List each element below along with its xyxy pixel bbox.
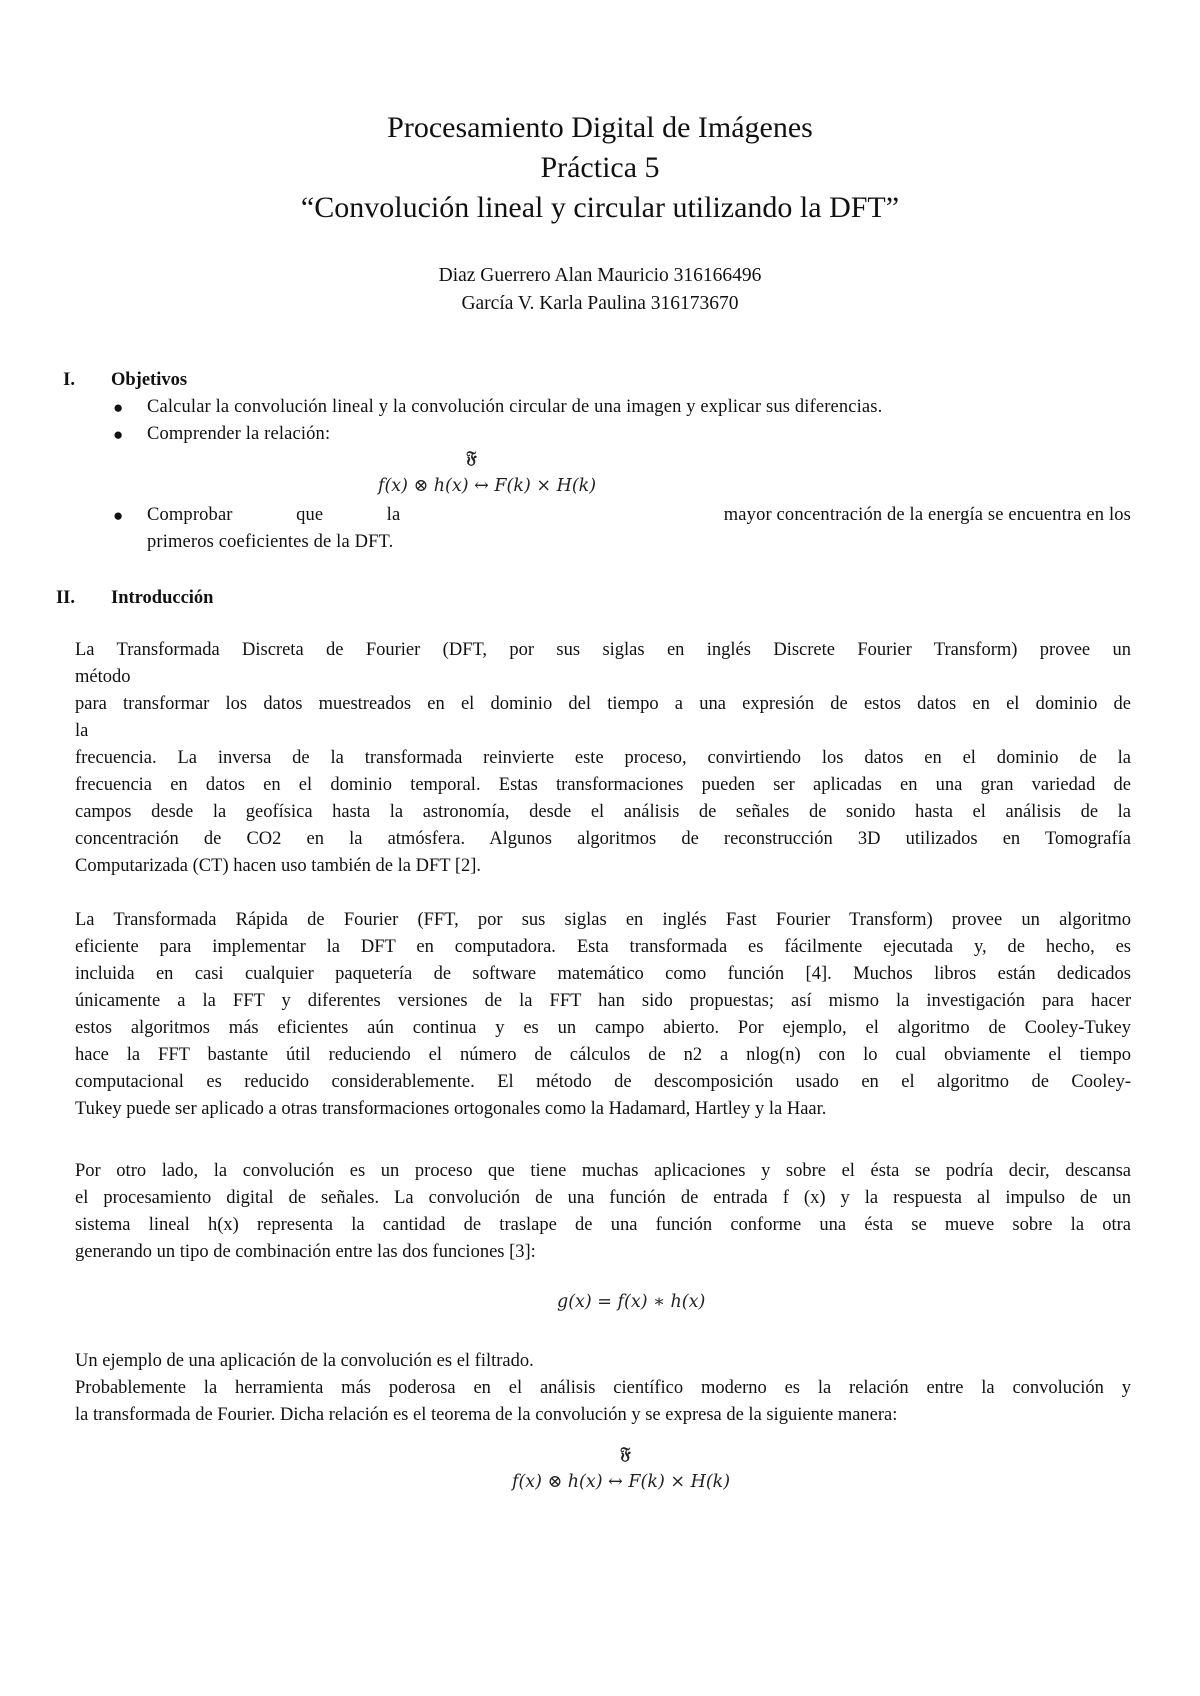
bullet-dot-icon: ● [113, 398, 124, 417]
bullet-dot-icon: ● [113, 425, 124, 444]
section-1-title: Objetivos [111, 370, 188, 390]
objective-item-3 [111, 502, 1131, 556]
practice-title: “Convolución lineal y circular utilizando la DFT” [300, 191, 900, 224]
formula-text: f(x) ⊗ h(x) ↔ F(k) × H(k) [512, 1472, 731, 1492]
objective-3-line-1: Comprobar que la mayor concentración de la energía se encuentra en los [147, 505, 1131, 525]
authors-block [0, 262, 1200, 318]
objective-item-2: ● Comprender la relación: [111, 421, 1131, 448]
intro-paragraph-4: Un ejemplo de una aplicación de la convolución es el filtrado. Probablemente la herramienta más poderosa en el análisis científico moderno es la relación entre la convolución y la transformada de Fourier. Dicha relación es el teorema de la convolución y se expresa de la siguiente manera: [75, 1351, 1131, 1425]
objective-3-line-2: primeros coeficientes de la DFT. [147, 532, 394, 552]
intro-paragraph-2: La Transformada Rápida de Fourier (FFT, por sus siglas en inglés Fast Fourier Transform) provee un algoritmo eficiente para implementar la DFT en computadora. Esta transformada es fácilmente ejecutada y, de hecho, es incluida en casi cualquier paquetería de software matemático como función [4]. Muchos libros están dedicados únicamente a la FFT y diferentes versiones de la FFT han sido propuestas; así mismo la investigación para hacer estos algoritmos más eficientes aún continua y es un campo abierto. Por ejemplo, el algoritmo de Cooley-Tukey hace la FFT bastante útil reduciendo el número de cálculos de n2 a nlog(n) con lo cual obviamente el tiempo computacional es reducido considerablemente. El método de descomposición usado en el algoritmo de Cooley- Tukey puede ser aplicado a otras transformaciones ortogonales como la Hadamard, Hartley y la Haar. [75, 910, 1131, 1119]
fourier-symbol: 𝔉 [620, 1444, 631, 1464]
intro-paragraph-1: La Transformada Discreta de Fourier (DFT, por sus siglas en inglés Discrete Fourier Transform) provee un método para transformar los datos muestreados en el dominio del tiempo a una expresión de estos datos en el dominio de la frecuencia. La inversa de la transformada reinvierte este proceso, convirtiendo los datos en el dominio de la frecuencia en datos en el dominio temporal. Estas transformaciones pueden ser aplicadas en una gran variedad de campos desde la geofísica hasta la astronomía, desde el análisis de señales de sonido hasta el análisis de la concentración de CO2 en la atmósfera. Algunos algoritmos de reconstrucción 3D utilizados en Tomografía Computarizada (CT) hacen uso también de la DFT [2]. [75, 640, 1131, 876]
author-2: García V. Karla Paulina 316173670 [461, 293, 739, 314]
bullet-dot-icon: ● [113, 506, 124, 525]
section-2-heading [0, 585, 1200, 611]
fourier-symbol: 𝔉 [466, 448, 477, 468]
objectives-list-continued [111, 502, 1131, 556]
intro-paragraph-3: Por otro lado, la convolución es un proceso que tiene muchas aplicaciones y sobre el ésta se podría decir, descansa el procesamiento digital de señales. La convolución de una función de entrada f (x) y la respuesta al impulso de un sistema lineal h(x) representa la cantidad de traslape de una función conforme una ésta se mueve sobre la otra generando un tipo de combinación entre las dos funciones [3]: [75, 1161, 1131, 1262]
convolution-formula: g(x) = f(x) ∗ h(x) [557, 1292, 706, 1312]
title-block [0, 108, 1200, 228]
objective-item-1: ● Calcular la convolución lineal y la convolución circular de una imagen y explicar sus diferencias. [111, 394, 1131, 421]
section-2-title: Introducción [111, 588, 214, 608]
course-title: Procesamiento Digital de Imágenes [387, 111, 813, 144]
convolution-theorem-formula-2 [512, 1444, 772, 1496]
practice-number: Práctica 5 [540, 151, 660, 184]
section-1-number: I. [63, 370, 75, 390]
objectives-list [111, 394, 1131, 448]
section-1-heading [0, 367, 1200, 393]
convolution-theorem-formula [378, 448, 638, 500]
formula-text: f(x) ⊗ h(x) ↔ F(k) × H(k) [378, 476, 597, 496]
author-1: Diaz Guerrero Alan Mauricio 316166496 [438, 265, 762, 286]
section-2-number: II. [55, 588, 75, 608]
